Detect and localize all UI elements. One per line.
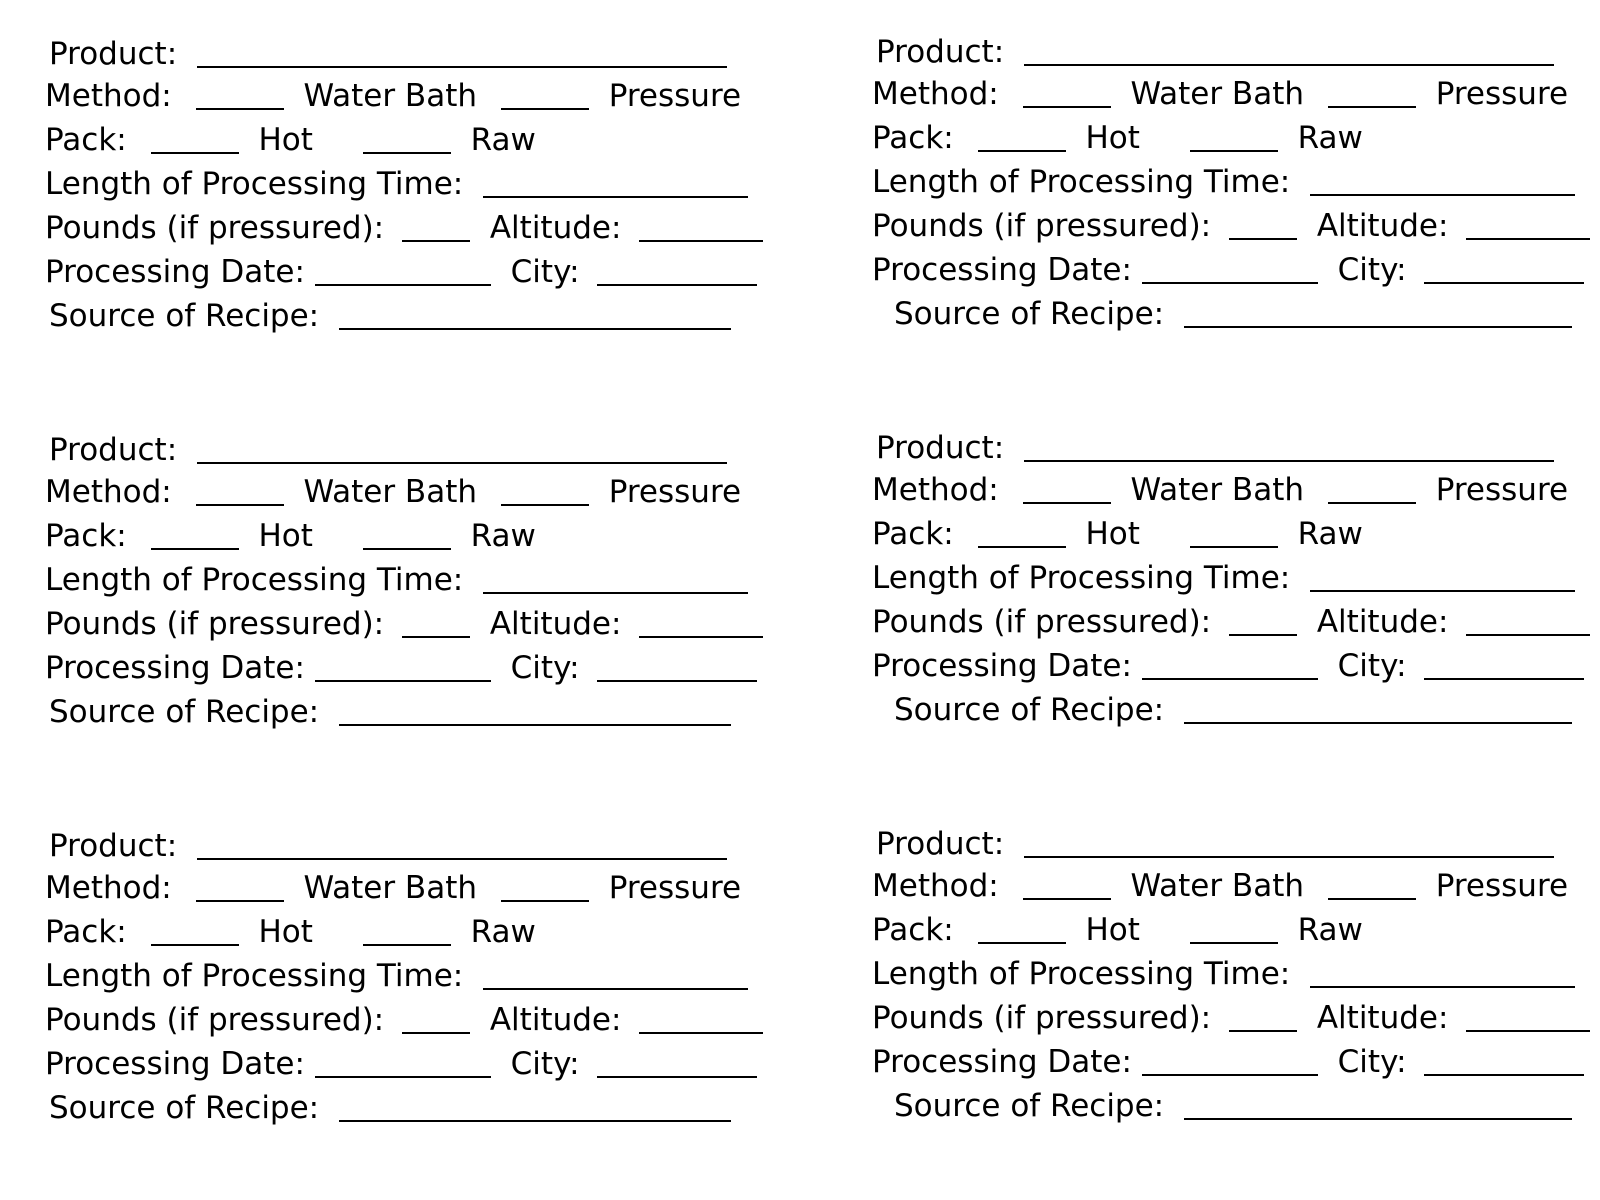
processing-date-field[interactable]	[315, 1046, 491, 1078]
processing-time-field[interactable]	[483, 166, 748, 198]
source-row	[45, 1088, 731, 1128]
altitude-label: Altitude:	[489, 210, 622, 246]
altitude-label: Altitude:	[489, 1002, 622, 1038]
hot-pack-checkbox[interactable]	[978, 516, 1066, 548]
hot-option: Hot	[1085, 516, 1140, 552]
city-field[interactable]	[597, 1046, 757, 1078]
processing-time-field[interactable]	[1310, 560, 1575, 592]
processing-date-field[interactable]	[1142, 648, 1318, 680]
method-row	[872, 74, 1568, 114]
pressure-option: Pressure	[1435, 472, 1569, 508]
pack-row	[45, 120, 536, 160]
product-field[interactable]	[197, 432, 727, 464]
date-city-row	[872, 1042, 1584, 1082]
product-label: Product:	[49, 36, 178, 72]
processing-time-row	[45, 560, 748, 600]
hot-pack-checkbox[interactable]	[978, 912, 1066, 944]
hot-option: Hot	[258, 122, 313, 158]
water-bath-option: Water Bath	[1130, 472, 1304, 508]
pounds-altitude-row	[45, 604, 763, 644]
date-city-row	[45, 648, 757, 688]
pounds-label: Pounds (if pressured):	[45, 606, 385, 642]
pounds-altitude-row	[45, 208, 763, 248]
altitude-label: Altitude:	[1316, 1000, 1449, 1036]
water-bath-option: Water Bath	[1130, 76, 1304, 112]
source-label: Source of Recipe:	[49, 298, 320, 334]
altitude-field[interactable]	[639, 606, 763, 638]
processing-date-label: Processing Date:	[45, 254, 305, 290]
processing-date-label: Processing Date:	[872, 648, 1132, 684]
processing-time-row	[872, 162, 1575, 202]
altitude-label: Altitude:	[1316, 604, 1449, 640]
method-label: Method:	[45, 78, 172, 114]
processing-date-label: Processing Date:	[45, 1046, 305, 1082]
method-label: Method:	[872, 76, 999, 112]
method-row	[872, 470, 1568, 510]
pack-row	[872, 118, 1363, 158]
method-label: Method:	[872, 472, 999, 508]
canning-label-card	[872, 820, 1572, 1160]
pounds-altitude-row	[45, 1000, 763, 1040]
water-bath-checkbox[interactable]	[1023, 472, 1111, 504]
source-field[interactable]	[1184, 1088, 1572, 1120]
water-bath-checkbox[interactable]	[196, 870, 284, 902]
source-field[interactable]	[339, 1090, 731, 1122]
city-label: City:	[1337, 648, 1407, 684]
city-label: City:	[510, 1046, 580, 1082]
pack-label: Pack:	[872, 516, 954, 552]
water-bath-checkbox[interactable]	[196, 78, 284, 110]
city-field[interactable]	[1424, 648, 1584, 680]
method-row	[45, 472, 741, 512]
pressure-option: Pressure	[1435, 868, 1569, 904]
processing-time-row	[45, 164, 748, 204]
canning-label-card	[45, 426, 745, 766]
raw-option: Raw	[470, 518, 536, 554]
hot-option: Hot	[1085, 120, 1140, 156]
pack-label: Pack:	[872, 120, 954, 156]
raw-option: Raw	[470, 122, 536, 158]
pounds-label: Pounds (if pressured):	[872, 604, 1212, 640]
product-field[interactable]	[197, 36, 727, 68]
processing-time-row	[872, 954, 1575, 994]
method-label: Method:	[45, 870, 172, 906]
pack-label: Pack:	[45, 914, 127, 950]
source-field[interactable]	[1184, 296, 1572, 328]
altitude-field[interactable]	[639, 1002, 763, 1034]
date-city-row	[45, 1044, 757, 1084]
date-city-row	[872, 646, 1584, 686]
raw-pack-checkbox[interactable]	[1190, 912, 1278, 944]
water-bath-option: Water Bath	[303, 870, 477, 906]
product-label: Product:	[876, 430, 1005, 466]
source-label: Source of Recipe:	[49, 1090, 320, 1126]
source-label: Source of Recipe:	[894, 692, 1165, 728]
method-label: Method:	[872, 868, 999, 904]
water-bath-option: Water Bath	[1130, 868, 1304, 904]
processing-date-field[interactable]	[1142, 252, 1318, 284]
canning-label-card	[45, 30, 745, 370]
product-row	[45, 34, 727, 74]
pounds-label: Pounds (if pressured):	[872, 208, 1212, 244]
pressure-option: Pressure	[608, 870, 742, 906]
processing-time-row	[872, 558, 1575, 598]
hot-pack-checkbox[interactable]	[151, 518, 239, 550]
pounds-altitude-row	[872, 206, 1590, 246]
pressure-checkbox[interactable]	[501, 78, 589, 110]
altitude-label: Altitude:	[489, 606, 622, 642]
city-label: City:	[510, 254, 580, 290]
pressure-checkbox[interactable]	[501, 870, 589, 902]
source-row	[872, 690, 1572, 730]
city-field[interactable]	[597, 650, 757, 682]
product-row	[872, 428, 1554, 468]
canning-label-card	[872, 424, 1572, 764]
water-bath-checkbox[interactable]	[1023, 76, 1111, 108]
raw-option: Raw	[470, 914, 536, 950]
processing-time-label: Length of Processing Time:	[45, 166, 464, 202]
date-city-row	[872, 250, 1584, 290]
processing-time-label: Length of Processing Time:	[872, 164, 1291, 200]
source-field[interactable]	[339, 298, 731, 330]
water-bath-checkbox[interactable]	[1023, 868, 1111, 900]
raw-option: Raw	[1297, 120, 1363, 156]
city-field[interactable]	[1424, 252, 1584, 284]
pack-row	[872, 514, 1363, 554]
pack-label: Pack:	[872, 912, 954, 948]
pounds-field[interactable]	[402, 210, 470, 242]
product-row	[45, 826, 727, 866]
source-label: Source of Recipe:	[894, 1088, 1165, 1124]
pounds-field[interactable]	[402, 606, 470, 638]
pounds-label: Pounds (if pressured):	[45, 210, 385, 246]
processing-time-row	[45, 956, 748, 996]
hot-option: Hot	[1085, 912, 1140, 948]
city-field[interactable]	[597, 254, 757, 286]
method-label: Method:	[45, 474, 172, 510]
pounds-altitude-row	[872, 998, 1590, 1038]
processing-time-label: Length of Processing Time:	[45, 958, 464, 994]
source-field[interactable]	[1184, 692, 1572, 724]
pack-label: Pack:	[45, 122, 127, 158]
processing-date-field[interactable]	[315, 254, 491, 286]
pounds-field[interactable]	[1229, 1000, 1297, 1032]
source-field[interactable]	[339, 694, 731, 726]
processing-date-field[interactable]	[315, 650, 491, 682]
pounds-field[interactable]	[1229, 604, 1297, 636]
city-label: City:	[1337, 252, 1407, 288]
source-row	[872, 294, 1572, 334]
raw-pack-checkbox[interactable]	[363, 518, 451, 550]
source-row	[45, 692, 731, 732]
processing-time-label: Length of Processing Time:	[872, 560, 1291, 596]
hot-pack-checkbox[interactable]	[978, 120, 1066, 152]
product-label: Product:	[876, 826, 1005, 862]
pounds-altitude-row	[872, 602, 1590, 642]
pressure-option: Pressure	[608, 78, 742, 114]
processing-time-field[interactable]	[483, 562, 748, 594]
method-row	[45, 868, 741, 908]
pressure-option: Pressure	[608, 474, 742, 510]
product-field[interactable]	[1024, 826, 1554, 858]
raw-option: Raw	[1297, 912, 1363, 948]
source-label: Source of Recipe:	[49, 694, 320, 730]
pressure-checkbox[interactable]	[501, 474, 589, 506]
city-field[interactable]	[1424, 1044, 1584, 1076]
canning-label-card	[872, 28, 1572, 368]
method-row	[45, 76, 741, 116]
processing-time-field[interactable]	[1310, 956, 1575, 988]
pack-row	[45, 516, 536, 556]
hot-option: Hot	[258, 518, 313, 554]
pack-row	[45, 912, 536, 952]
pack-label: Pack:	[45, 518, 127, 554]
raw-pack-checkbox[interactable]	[1190, 516, 1278, 548]
pounds-field[interactable]	[402, 1002, 470, 1034]
water-bath-option: Water Bath	[303, 474, 477, 510]
raw-pack-checkbox[interactable]	[1190, 120, 1278, 152]
product-label: Product:	[49, 828, 178, 864]
altitude-field[interactable]	[1466, 208, 1590, 240]
product-row	[45, 430, 727, 470]
canning-label-card	[45, 822, 745, 1162]
water-bath-checkbox[interactable]	[196, 474, 284, 506]
source-row	[872, 1086, 1572, 1126]
product-field[interactable]	[197, 828, 727, 860]
processing-time-field[interactable]	[483, 958, 748, 990]
product-field[interactable]	[1024, 430, 1554, 462]
source-label: Source of Recipe:	[894, 296, 1165, 332]
altitude-field[interactable]	[1466, 604, 1590, 636]
pressure-checkbox[interactable]	[1328, 472, 1416, 504]
pounds-label: Pounds (if pressured):	[45, 1002, 385, 1038]
method-row	[872, 866, 1568, 906]
processing-date-field[interactable]	[1142, 1044, 1318, 1076]
date-city-row	[45, 252, 757, 292]
raw-pack-checkbox[interactable]	[363, 914, 451, 946]
city-label: City:	[510, 650, 580, 686]
pounds-label: Pounds (if pressured):	[872, 1000, 1212, 1036]
altitude-field[interactable]	[639, 210, 763, 242]
pressure-checkbox[interactable]	[1328, 76, 1416, 108]
pack-row	[872, 910, 1363, 950]
city-label: City:	[1337, 1044, 1407, 1080]
source-row	[45, 296, 731, 336]
processing-date-label: Processing Date:	[872, 252, 1132, 288]
product-label: Product:	[876, 34, 1005, 70]
pressure-option: Pressure	[1435, 76, 1569, 112]
processing-time-label: Length of Processing Time:	[872, 956, 1291, 992]
processing-date-label: Processing Date:	[45, 650, 305, 686]
hot-pack-checkbox[interactable]	[151, 914, 239, 946]
processing-time-label: Length of Processing Time:	[45, 562, 464, 598]
pressure-checkbox[interactable]	[1328, 868, 1416, 900]
product-field[interactable]	[1024, 34, 1554, 66]
hot-pack-checkbox[interactable]	[151, 122, 239, 154]
water-bath-option: Water Bath	[303, 78, 477, 114]
product-row	[872, 32, 1554, 72]
processing-time-field[interactable]	[1310, 164, 1575, 196]
product-label: Product:	[49, 432, 178, 468]
altitude-field[interactable]	[1466, 1000, 1590, 1032]
hot-option: Hot	[258, 914, 313, 950]
pounds-field[interactable]	[1229, 208, 1297, 240]
raw-option: Raw	[1297, 516, 1363, 552]
product-row	[872, 824, 1554, 864]
processing-date-label: Processing Date:	[872, 1044, 1132, 1080]
altitude-label: Altitude:	[1316, 208, 1449, 244]
raw-pack-checkbox[interactable]	[363, 122, 451, 154]
